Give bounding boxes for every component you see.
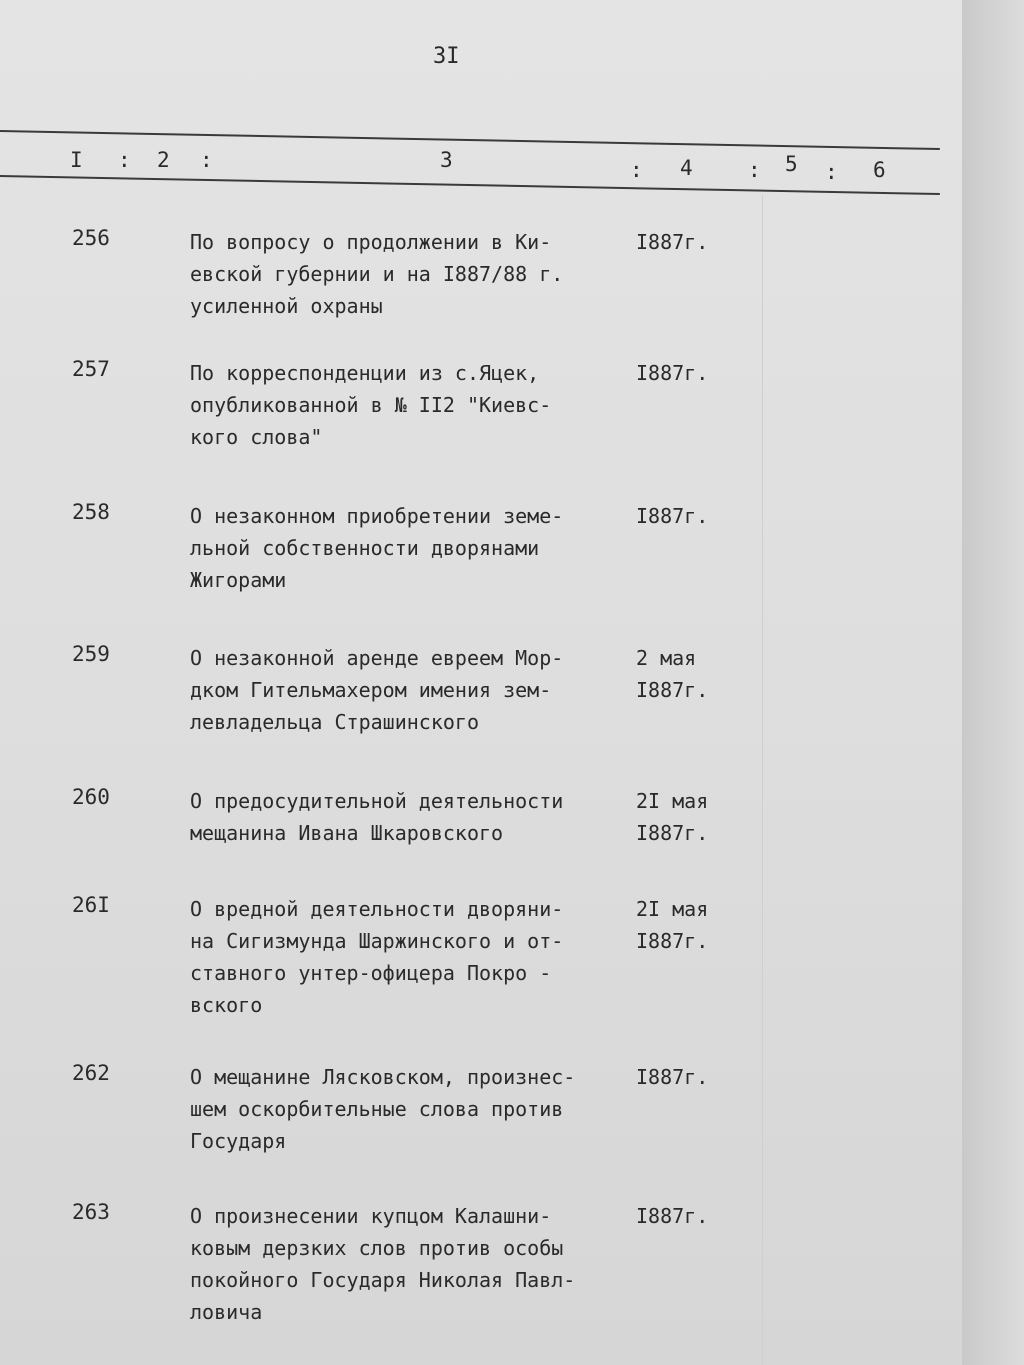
entry-number: 262	[72, 1061, 110, 1085]
header-separator: :	[748, 158, 761, 182]
entry-date: I887г.	[636, 361, 709, 385]
entry-number: 26I	[72, 893, 110, 917]
entry-date: I887г.	[636, 230, 709, 254]
header-col-5: 5	[785, 152, 798, 176]
entry-number: 260	[72, 785, 110, 809]
header-separator: :	[200, 148, 213, 172]
header-col-2: 2	[157, 148, 170, 172]
header-col-4: 4	[680, 156, 693, 180]
entry-date: I887г.	[636, 1065, 709, 1089]
entry-number: 257	[72, 357, 110, 381]
entry-date: I887г.	[636, 504, 709, 528]
column-divider	[762, 195, 763, 1365]
entry-description: О незаконной аренде евреем Мор- дком Гительмахером имения зем- левладельца Страшинского	[190, 646, 564, 734]
entry-description: По корреспонденции из с.Яцек, опубликованной в № II2 "Киевс- кого слова"	[190, 361, 552, 449]
header-col-1: I	[70, 148, 83, 172]
entry-number: 258	[72, 500, 110, 524]
header-separator: :	[630, 158, 643, 182]
header-col-3: 3	[440, 148, 453, 172]
next-page-edge	[962, 0, 1024, 1365]
entry-date: 2 мая I887г.	[636, 646, 709, 702]
header-col-6: 6	[873, 158, 886, 182]
entry-number: 256	[72, 226, 110, 250]
entry-description: О незаконном приобретении земе- льной собственности дворянами Жигорами	[190, 504, 564, 592]
entry-description: О вредной деятельности дворяни- на Сигизмунда Шаржинского и от- ставного унтер-офицера Покро - вского	[190, 897, 564, 1017]
entry-number: 263	[72, 1200, 110, 1224]
entry-date: 2I мая I887г.	[636, 789, 709, 845]
page-number: 3I	[433, 44, 460, 69]
entry-description: По вопросу о продолжении в Ки- евской губернии и на I887/88 г. усиленной охраны	[190, 230, 564, 318]
entry-number: 259	[72, 642, 110, 666]
entry-date: 2I мая I887г.	[636, 897, 709, 953]
entry-date: I887г.	[636, 1204, 709, 1228]
entry-description: О мещанине Лясковском, произнес- шем оскорбительные слова против Государя	[190, 1065, 576, 1153]
header-separator: :	[118, 148, 131, 172]
entry-description: О произнесении купцом Калашни- ковым дерзких слов против особы покойного Государя Николая Павл- ловича	[190, 1204, 576, 1324]
entry-description: О предосудительной деятельности мещанина Ивана Шкаровского	[190, 789, 564, 845]
header-separator: :	[825, 160, 838, 184]
